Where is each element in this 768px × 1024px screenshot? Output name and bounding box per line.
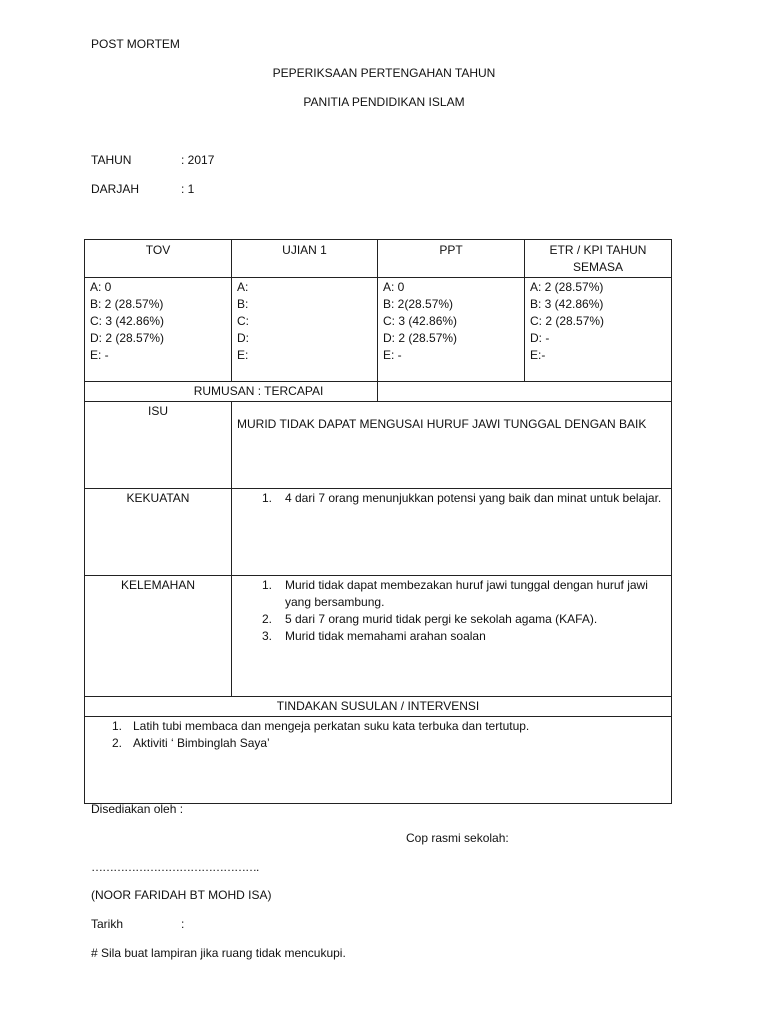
grade-line: C: — [237, 314, 249, 328]
tov-grades — [85, 278, 232, 382]
grade-line: D: 2 (28.57%) — [383, 331, 458, 345]
list-item: 2. Aktiviti ‘ Bimbinglah Saya’ — [112, 736, 270, 750]
grade-line: E: - — [90, 348, 109, 362]
grade-label: DARJAH — [91, 182, 140, 196]
grade-line: A: 0 — [383, 280, 405, 294]
issue-label: ISU — [85, 402, 232, 489]
summary-empty-cell — [378, 382, 672, 402]
list-item: 3. Murid tidak memahami arahan soalan — [262, 629, 486, 643]
grade-line: E:- — [530, 348, 546, 362]
header-ujian-1: UJIAN 1 — [232, 240, 378, 278]
intervention-row — [85, 717, 672, 804]
grade-line: B: 3 (42.86%) — [530, 297, 604, 311]
grades-row — [85, 278, 672, 382]
intervention-header-row — [85, 697, 672, 717]
grade-line: B: 2 (28.57%) — [90, 297, 164, 311]
intervention-list — [85, 717, 672, 804]
grade-line: C: 3 (42.86%) — [90, 314, 165, 328]
grade-line: B: 2(28.57%) — [383, 297, 454, 311]
summary-text: RUMUSAN : TERCAPAI — [85, 382, 378, 402]
grade-value: : 1 — [181, 182, 195, 196]
grade-line: E: — [237, 348, 249, 362]
grade-line: D: — [237, 331, 249, 345]
list-item: 1. Latih tubi membaca dan mengeja perkatan suku kata terbuka dan tertutup. — [112, 719, 530, 733]
table-header-row — [85, 240, 672, 278]
document-label: POST MORTEM — [91, 37, 180, 51]
year-value: : 2017 — [181, 153, 215, 167]
weaknesses-label: KELEMAHAN — [85, 576, 232, 697]
post-mortem-table — [84, 239, 672, 804]
ppt-grades — [378, 278, 525, 382]
strengths-list — [232, 489, 672, 576]
grade-line: E: - — [383, 348, 402, 362]
grade-line: A: 2 (28.57%) — [530, 280, 604, 294]
grade-line: B: — [237, 297, 249, 311]
school-stamp-label: Cop rasmi sekolah: — [406, 831, 509, 845]
issue-row — [85, 402, 672, 489]
grade-line: D: 2 (28.57%) — [90, 331, 165, 345]
header-ppt: PPT — [378, 240, 525, 278]
etr-kpi-grades — [525, 278, 672, 382]
list-item: 2. 5 dari 7 orang murid tidak pergi ke sekolah agama (KAFA). — [262, 612, 598, 626]
intervention-label: TINDAKAN SUSULAN / INTERVENSI — [85, 697, 672, 717]
prepared-by-label: Disediakan oleh : — [91, 802, 184, 816]
summary-row — [85, 382, 672, 402]
grade-line: C: 2 (28.57%) — [530, 314, 605, 328]
date-colon: : — [181, 917, 185, 931]
year-label: TAHUN — [91, 153, 132, 167]
issue-text: MURID TIDAK DAPAT MENGUSAI HURUF JAWI TUNGGAL DENGAN BAIK — [232, 402, 672, 489]
grade-line: A: 0 — [90, 280, 112, 294]
header-etr-kpi: ETR / KPI TAHUN SEMASA — [525, 240, 672, 278]
weaknesses-row — [85, 576, 672, 697]
attachment-note: # Sila buat lampiran jika ruang tidak mencukupi. — [91, 946, 346, 960]
signature-line: ………………………………………. — [91, 860, 259, 874]
weaknesses-list — [232, 576, 672, 697]
grade-line: A: — [237, 280, 249, 294]
preparer-name: (NOOR FARIDAH BT MOHD ISA) — [91, 888, 272, 902]
strengths-row — [85, 489, 672, 576]
header-tov: TOV — [85, 240, 232, 278]
grade-line: C: 3 (42.86%) — [383, 314, 458, 328]
date-label: Tarikh — [91, 917, 124, 931]
list-item: 1. 4 dari 7 orang menunjukkan potensi yang baik dan minat untuk belajar. — [262, 491, 662, 505]
ujian-1-grades — [232, 278, 378, 382]
grade-line: D: - — [530, 331, 550, 345]
list-item: 1. Murid tidak dapat membezakan huruf jawi tunggal dengan huruf jawi yang bersambung. — [262, 578, 648, 609]
committee-title: PANITIA PENDIDIKAN ISLAM — [303, 95, 465, 109]
strengths-label: KEKUATAN — [85, 489, 232, 576]
exam-title: PEPERIKSAAN PERTENGAHAN TAHUN — [272, 66, 496, 80]
